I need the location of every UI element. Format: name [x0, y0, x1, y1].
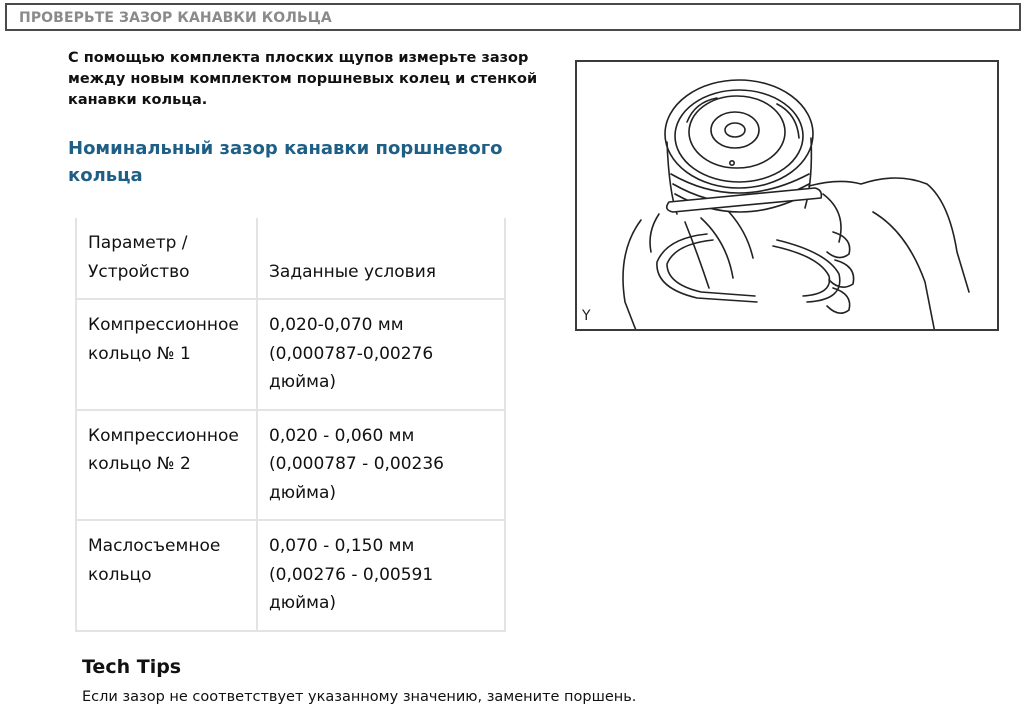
table-row — [76, 520, 505, 631]
figure-label: Y — [582, 308, 591, 324]
row-param: Компрессионное кольцо № 2 — [76, 410, 257, 521]
row-param: Маслосъемное кольцо — [76, 520, 257, 631]
section-header — [5, 3, 1021, 31]
piston-ring-illustration — [575, 60, 999, 331]
row-param: Компрессионное кольцо № 1 — [76, 299, 257, 410]
piston-drawing — [577, 62, 999, 331]
instruction-text: С помощью комплекта плоских щупов измерьте зазор между новым комплектом поршневых колец и стенкой канавки кольца. — [68, 50, 538, 108]
table-row — [76, 410, 505, 521]
tech-tips-text: Если зазор не соответствует указанному значению, замените поршень. — [82, 689, 637, 705]
spec-heading: Номинальный зазор канавки поршневого кольца — [68, 138, 503, 186]
spec-table — [75, 218, 506, 632]
header-conditions: Заданные условия — [257, 218, 505, 299]
row-value: 0,070 - 0,150 мм (0,00276 - 0,00591 дюйма) — [257, 520, 505, 631]
table-header-row — [76, 218, 505, 299]
table-row — [76, 299, 505, 410]
row-value: 0,020 - 0,060 мм (0,000787 - 0,00236 дюйма) — [257, 410, 505, 521]
row-value: 0,020-0,070 мм (0,000787-0,00276 дюйма) — [257, 299, 505, 410]
header-param: Параметр / Устройство — [76, 218, 257, 299]
tech-tips-title: Tech Tips — [82, 656, 182, 678]
section-title: ПРОВЕРЬТЕ ЗАЗОР КАНАВКИ КОЛЬЦА — [19, 10, 332, 26]
